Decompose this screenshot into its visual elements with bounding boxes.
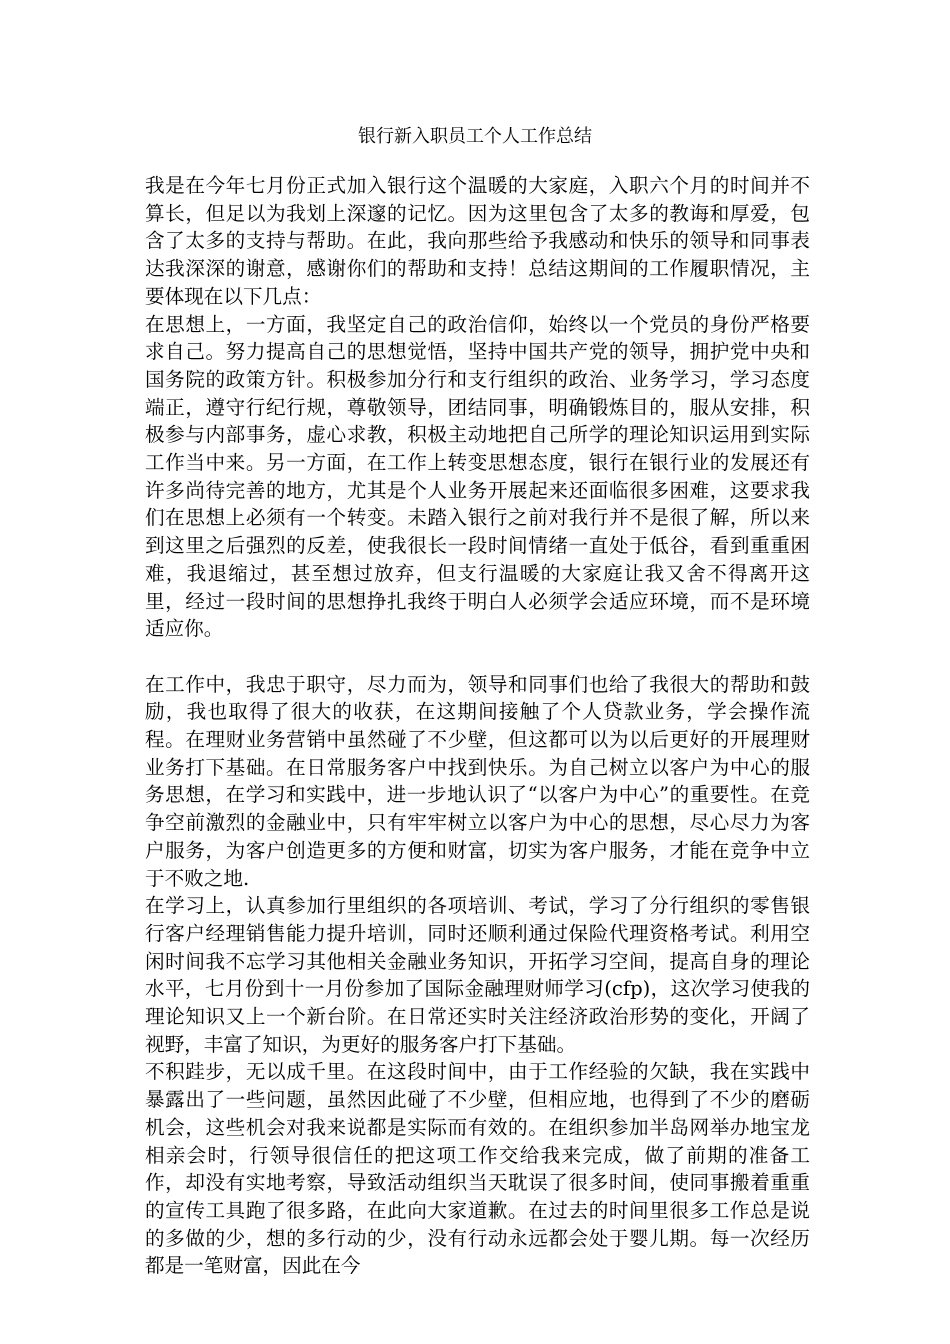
paragraph-intro: 我是在今年七月份正式加入银行这个温暖的大家庭，入职六个月的时间并不算长，但足以为我划上深邃的记忆。因为这里包含了太多的教诲和厚爱，包含了太多的支持与帮助。在此，我向那些给予我感动和快乐的领导和同事表达我深深的谢意，感谢你们的帮助和支持！总结这期间的工作履职情况，主要体现在以下几点： bbox=[145, 174, 810, 308]
paragraph-reflection: 不积跬步，无以成千里。在这段时间中，由于工作经验的欠缺，我在实践中暴露出了一些问题，虽然因此碰了不少壁，但相应地，也得到了不少的磨砺机会，这些机会对我来说都是实际而有效的。在组织参加半岛网举办地宝龙相亲会时，行领导很信任的把这项工作交给我来完成，做了前期的准备工作，却没有实地考察，导致活动组织当天耽误了很多时间，使同事搬着重重的宣传工具跑了很多路，在此向大家道歉。在过去的时间里很多工作总是说的多做的少，想的多行动的少，没有行动永远都会处于婴儿期。每一次经历都是一笔财富，因此在今 bbox=[145, 1060, 810, 1278]
paragraph-spacer bbox=[145, 643, 810, 671]
document-title: 银行新入职员工个人工作总结 bbox=[358, 126, 592, 147]
paragraph-work: 在工作中，我忠于职守，尽力而为，领导和同事们也给了我很大的帮助和鼓励，我也取得了很大的收获，在这期间接触了个人贷款业务，学会操作流程。在理财业务营销中虽然碰了不少壁，但这都可以为以后更好的开展理财业务打下基础。在日常服务客户中找到快乐。为自己树立以客户为中心的服务思想，在学习和实践中，进一步地认识了“以客户为中心”的重要性。在竞争空前激烈的金融业中，只有牢牢树立以客户为中心的思想，尽心尽力为客户服务，为客户创造更多的方便和财富，切实为客户服务，才能在竞争中立于不败之地. bbox=[145, 672, 810, 890]
paragraph-thought: 在思想上，一方面，我坚定自己的政治信仰，始终以一个党员的身份严格要求自己。努力提高自己的思想觉悟，坚持中国共产党的领导，拥护党中央和国务院的政策方针。积极参加分行和支行组织的政治、业务学习，学习态度端正，遵守行纪行规，尊敬领导，团结同事，明确锻炼目的，服从安排，积极参与内部事务，虚心求教，积极主动地把自己所学的理论知识运用到实际工作当中来。另一方面，在工作上转变思想态度，银行在银行业的发展还有许多尚待完善的地方，尤其是个人业务开展起来还面临很多困难，这要求我们在思想上必须有一个转变。未踏入银行之前对我行并不是很了解，所以来到这里之后强烈的反差，使我很长一段时间情绪一直处于低谷，看到重重困难，我退缩过，甚至想过放弃，但支行温暖的大家庭让我又舍不得离开这里，经过一段时间的思想挣扎我终于明白人必须学会适应环境，而不是环境适应你。 bbox=[145, 312, 810, 641]
paragraph-study: 在学习上，认真参加行里组织的各项培训、考试，学习了分行组织的零售银行客户经理销售能力提升培训，同时还顺利通过保险代理资格考试。利用空闲时间我不忘学习其他相关金融业务知识，开拓学习空间，提高自身的理论水平，七月份到十一月份参加了国际金融理财师学习(cfp)，这次学习使我的理论知识又上一个新台阶。在日常还实时关注经济政治形势的变化，开阔了视野，丰富了知识，为更好的服务客户打下基础。 bbox=[145, 894, 810, 1056]
document-body bbox=[145, 172, 810, 1280]
